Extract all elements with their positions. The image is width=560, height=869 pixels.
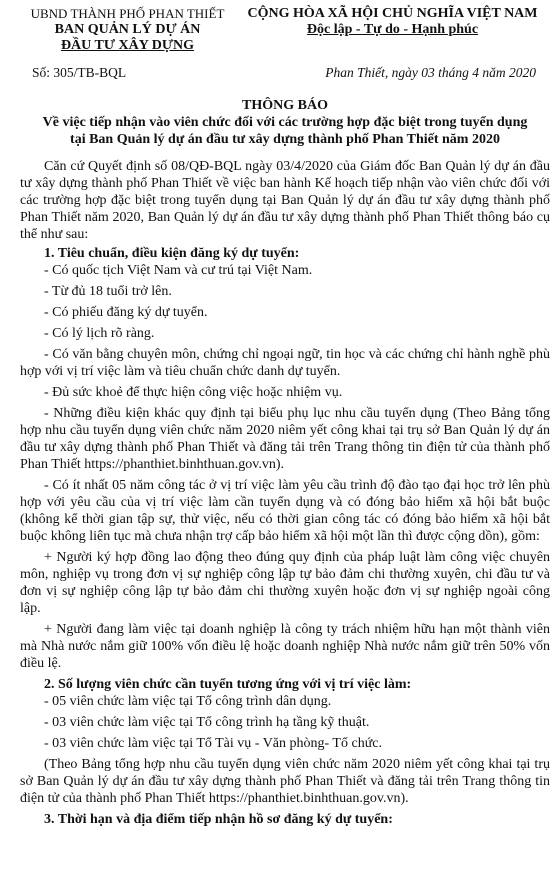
list-item: - Từ đủ 18 tuổi trở lên.	[44, 284, 172, 299]
list-item: - Có phiếu đăng ký dự tuyển.	[44, 305, 208, 320]
list-item: - 03 viên chức làm việc tại Tổ Tài vụ - Văn phòng- Tổ chức.	[44, 736, 382, 751]
list-item: - 03 viên chức làm việc tại Tổ công trình hạ tầng kỹ thuật.	[44, 715, 370, 730]
paragraph-plus-1: + Người ký hợp đồng lao động theo đúng quy định của pháp luật làm công việc chuyên môn, nghiệp vụ trong đơn vị sự nghiệp công lập tự bảo đảm chi thường xuyên, chi đầu tư và đơn vị sự nghiệp công lập tự bảo đảm chi thường xuyên hoặc đơn vị sự nghiệp ngoài công lập.	[20, 550, 550, 616]
national-motto-block	[235, 6, 550, 54]
document-subtitle-line2: tại Ban Quản lý dự án đầu tư xây dựng thành phố Phan Thiết năm 2020	[70, 132, 500, 147]
parent-agency: UBND THÀNH PHỐ PHAN THIẾT	[30, 6, 225, 21]
document-header	[20, 6, 550, 54]
paragraph-work-experience: - Có ít nhất 05 năm công tác ở vị trí việc làm yêu cầu trình độ đào tạo đại học trở lên phù hợp với yêu cầu của vị trí việc làm cần tuyển dụng và có đóng bảo hiểm xã hội bắt buộc (không kể thời gian tập sự, thử việc, nếu có thời gian công tác có đóng bảo hiểm xã hội bắt buộc không liên tục mà chưa nhận trợ cấp bảo hiểm xã hội một lần thì được cộng dồn), gồm:	[20, 478, 550, 544]
intro-paragraph: Căn cứ Quyết định số 08/QĐ-BQL ngày 03/4/2020 của Giám đốc Ban Quản lý dự án đầu tư xây dựng thành phố Phan Thiết về việc ban hành Kế hoạch tiếp nhận vào viên chức đối với các trường hợp đặc biệt trong tuyển dụng tại Ban Quản lý dự án đầu tư xây dựng thành phố Phan Thiết năm 2020, Ban Quản lý dự án đầu tư xây dựng thành phố Phan Thiết thông báo cụ thể như sau:	[20, 159, 550, 242]
national-motto: Độc lập - Tự do - Hạnh phúc	[306, 22, 479, 37]
paragraph-qualifications: - Có văn bằng chuyên môn, chứng chỉ ngoại ngữ, tin học và các chứng chỉ hành nghề phù hợp với vị trí việc làm và tiêu chuẩn chức danh dự tuyển.	[20, 347, 550, 379]
agency-name-line1: BAN QUẢN LÝ DỰ ÁN	[54, 22, 201, 37]
section-1-heading: 1. Tiêu chuẩn, điều kiện đăng ký dự tuyển:	[44, 246, 300, 261]
list-item: - Có quốc tịch Việt Nam và cư trú tại Việt Nam.	[44, 263, 313, 278]
paragraph-plus-2: + Người đang làm việc tại doanh nghiệp là công ty trách nhiệm hữu hạn một thành viên mà Nhà nước nắm giữ 100% vốn điều lệ hoặc doanh nghiệp Nhà nước nắm giữ trên 50% vốn điều lệ.	[20, 622, 550, 671]
section-2-heading: 2. Số lượng viên chức cần tuyển tương ứng với vị trí việc làm:	[44, 677, 412, 692]
list-item: - Có lý lịch rõ ràng.	[44, 326, 155, 341]
document-subtitle-line1: Về việc tiếp nhận vào viên chức đối với các trường hợp đặc biệt trong tuyển dụng	[42, 115, 528, 130]
document-date: Phan Thiết, ngày 03 tháng 4 năm 2020	[325, 65, 536, 80]
document-body	[20, 158, 550, 828]
number-date-row	[20, 64, 550, 81]
section-3-heading: 3. Thời hạn và địa điểm tiếp nhận hồ sơ đăng ký dự tuyển:	[44, 812, 393, 827]
country-name: CỘNG HÒA XÃ HỘI CHỦ NGHĨA VIỆT NAM	[247, 6, 538, 21]
agency-block	[20, 6, 235, 54]
document-number: Số: 305/TB-BQL	[32, 65, 127, 80]
paragraph-other-conditions: - Những điều kiện khác quy định tại biểu phụ lục nhu cầu tuyển dụng (Theo Bảng tổng hợp nhu cầu tuyển dụng viên chức năm 2020 niêm yết công khai tại trụ sở Ban Quản lý dự án đầu tư xây dựng thành phố Phan Thiết và đăng tải trên Trang thông tin điện tử của thành phố Phan Thiết https://phanthiet.binhthuan.gov.vn).	[20, 406, 550, 472]
list-item: - Đủ sức khoẻ để thực hiện công việc hoặc nhiệm vụ.	[44, 385, 343, 400]
paragraph-note: (Theo Bảng tổng hợp nhu cầu tuyển dụng viên chức năm 2020 niêm yết công khai tại trụ sở Ban Quản lý dự án đầu tư xây dựng thành phố Phan Thiết và đăng tải trên Trang thông tin điện tử của thành phố Phan Thiết https://phanthiet.binhthuan.gov.vn).	[20, 757, 550, 806]
list-item: - 05 viên chức làm việc tại Tổ công trình dân dụng.	[44, 694, 332, 709]
agency-name-line2: ĐẦU TƯ XÂY DỰNG	[60, 38, 195, 53]
document-title: THÔNG BÁO	[242, 98, 328, 113]
